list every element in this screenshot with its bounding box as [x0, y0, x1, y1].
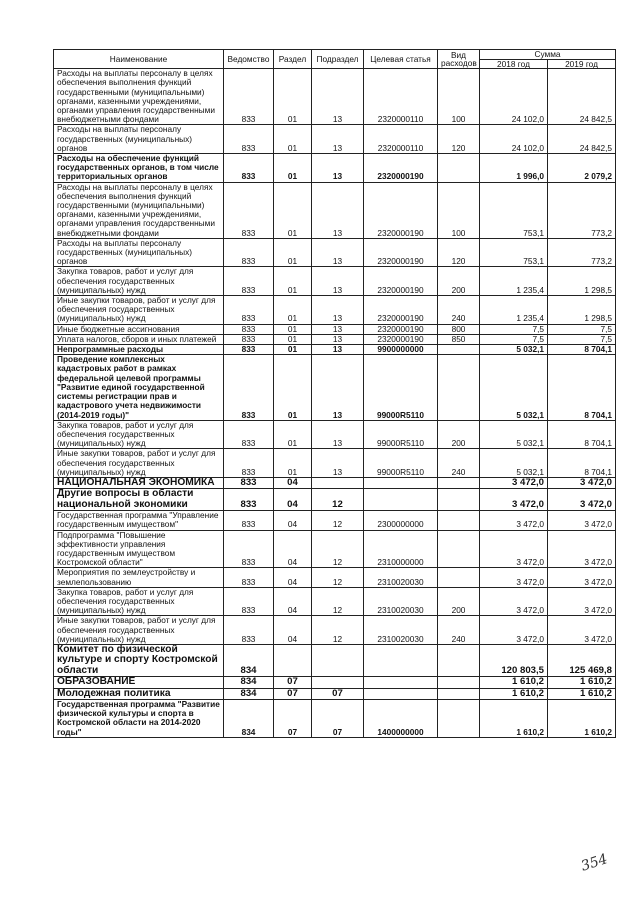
cell-type: 120	[438, 238, 480, 267]
cell-y2018: 7,5	[480, 324, 548, 334]
cell-target: 2300000000	[364, 511, 438, 530]
cell-y2018: 120 803,5	[480, 644, 548, 676]
cell-type: 240	[438, 616, 480, 645]
cell-y2018: 5 032,1	[480, 355, 548, 420]
cell-sub: 13	[312, 296, 364, 325]
cell-name: Молодежная политика	[54, 688, 224, 699]
cell-target: 2310020030	[364, 616, 438, 645]
header-sum: Сумма	[480, 50, 616, 60]
cell-name: Непрограммные расходы	[54, 345, 224, 355]
cell-type: 100	[438, 69, 480, 125]
cell-dept: 834	[224, 644, 274, 676]
cell-target: 2320000190	[364, 154, 438, 183]
cell-y2019: 3 472,0	[548, 616, 616, 645]
cell-sec: 04	[274, 530, 312, 568]
cell-name: Государственная программа "Развитие физической культуры и спорта в Костромской области на 2014-2020 годы"	[54, 700, 224, 738]
cell-name: Закупка товаров, работ и услуг для обеспечения государственных (муниципальных) нужд	[54, 587, 224, 616]
cell-y2018: 24 102,0	[480, 125, 548, 154]
table-row	[54, 616, 616, 645]
cell-target	[364, 477, 438, 488]
cell-y2019: 1 610,2	[548, 677, 616, 688]
cell-target: 99000R5110	[364, 355, 438, 420]
cell-y2019: 8 704,1	[548, 449, 616, 478]
cell-dept: 833	[224, 238, 274, 267]
cell-dept: 833	[224, 511, 274, 530]
cell-target: 1400000000	[364, 700, 438, 738]
cell-dept: 834	[224, 688, 274, 699]
cell-sec: 01	[274, 355, 312, 420]
cell-dept: 833	[224, 125, 274, 154]
cell-y2019: 8 704,1	[548, 345, 616, 355]
cell-y2018: 1 235,4	[480, 267, 548, 296]
cell-y2019: 24 842,5	[548, 69, 616, 125]
cell-target	[364, 677, 438, 688]
header-section: Раздел	[274, 50, 312, 69]
cell-sec: 01	[274, 125, 312, 154]
cell-target: 2310020030	[364, 568, 438, 587]
cell-name: Мероприятия по землеустройству и землепользованию	[54, 568, 224, 587]
cell-dept: 833	[224, 296, 274, 325]
cell-y2018: 1 996,0	[480, 154, 548, 183]
cell-target: 9900000000	[364, 345, 438, 355]
table-row	[54, 238, 616, 267]
cell-target: 99000R5110	[364, 420, 438, 449]
cell-dept: 833	[224, 489, 274, 511]
cell-y2019: 1 610,2	[548, 700, 616, 738]
header-type: Вид расходов	[438, 50, 480, 69]
cell-y2019: 3 472,0	[548, 489, 616, 511]
cell-sec: 04	[274, 477, 312, 488]
cell-sec: 01	[274, 267, 312, 296]
table-body	[54, 69, 616, 738]
cell-y2019: 3 472,0	[548, 477, 616, 488]
cell-y2018: 1 610,2	[480, 688, 548, 699]
cell-sub	[312, 477, 364, 488]
header-name: Наименование	[54, 50, 224, 69]
cell-dept: 833	[224, 182, 274, 238]
cell-y2019: 3 472,0	[548, 530, 616, 568]
cell-sec: 01	[274, 154, 312, 183]
cell-type: 100	[438, 182, 480, 238]
cell-dept: 833	[224, 616, 274, 645]
cell-target: 99000R5110	[364, 449, 438, 478]
cell-y2018: 3 472,0	[480, 616, 548, 645]
cell-dept: 833	[224, 477, 274, 488]
cell-type: 240	[438, 449, 480, 478]
cell-sub: 13	[312, 69, 364, 125]
cell-y2018: 5 032,1	[480, 420, 548, 449]
cell-name: Проведение комплексных кадастровых работ в рамках федеральной целевой программы "Развитие единой государственной системы регистрации прав и кадастрового учета недвижимости (2014-2019 годы)"	[54, 355, 224, 420]
cell-type	[438, 644, 480, 676]
cell-target: 2320000190	[364, 238, 438, 267]
cell-sub: 12	[312, 568, 364, 587]
cell-name: Расходы на выплаты персоналу в целях обеспечения выполнения функций государственными (муниципальными) органами, казенными учреждениями, органами управления государственными внебюджетными фондами	[54, 182, 224, 238]
cell-sec: 01	[274, 296, 312, 325]
cell-sub: 13	[312, 334, 364, 344]
cell-type	[438, 489, 480, 511]
header-target: Целевая статья	[364, 50, 438, 69]
cell-sub: 12	[312, 489, 364, 511]
cell-sub: 13	[312, 324, 364, 334]
cell-dept: 833	[224, 334, 274, 344]
cell-y2018: 753,1	[480, 182, 548, 238]
cell-name: Иные закупки товаров, работ и услуг для обеспечения государственных (муниципальных) нужд	[54, 296, 224, 325]
cell-dept: 833	[224, 267, 274, 296]
table-row	[54, 345, 616, 355]
cell-name: НАЦИОНАЛЬНАЯ ЭКОНОМИКА	[54, 477, 224, 488]
table-row	[54, 644, 616, 676]
cell-name: Иные закупки товаров, работ и услуг для обеспечения государственных (муниципальных) нужд	[54, 449, 224, 478]
cell-y2018: 1 235,4	[480, 296, 548, 325]
cell-dept: 833	[224, 69, 274, 125]
cell-target: 2320000190	[364, 182, 438, 238]
cell-name: Уплата налогов, сборов и иных платежей	[54, 334, 224, 344]
cell-sec: 07	[274, 700, 312, 738]
cell-sec: 04	[274, 511, 312, 530]
cell-y2019: 3 472,0	[548, 568, 616, 587]
cell-sec	[274, 644, 312, 676]
cell-type: 200	[438, 587, 480, 616]
cell-y2019: 8 704,1	[548, 420, 616, 449]
cell-type	[438, 677, 480, 688]
cell-type	[438, 688, 480, 699]
cell-dept: 833	[224, 154, 274, 183]
table-row	[54, 69, 616, 125]
cell-sub	[312, 677, 364, 688]
cell-y2019: 7,5	[548, 334, 616, 344]
table-row	[54, 449, 616, 478]
cell-sub: 07	[312, 688, 364, 699]
cell-name: Другие вопросы в области национальной экономики	[54, 489, 224, 511]
cell-sec: 04	[274, 587, 312, 616]
cell-name: Расходы на выплаты персоналу государственных (муниципальных) органов	[54, 238, 224, 267]
cell-sec: 01	[274, 449, 312, 478]
cell-target: 2320000190	[364, 324, 438, 334]
cell-sub	[312, 644, 364, 676]
cell-sub: 12	[312, 616, 364, 645]
table-row	[54, 530, 616, 568]
cell-type: 800	[438, 324, 480, 334]
cell-y2018: 3 472,0	[480, 568, 548, 587]
cell-target: 2320000190	[364, 334, 438, 344]
cell-target	[364, 489, 438, 511]
cell-name: Расходы на выплаты персоналу в целях обеспечения выполнения функций государственными (муниципальными) органами, казенными учреждениями, органами управления государственными внебюджетными фондами	[54, 69, 224, 125]
cell-y2018: 24 102,0	[480, 69, 548, 125]
cell-y2018: 3 472,0	[480, 587, 548, 616]
cell-type	[438, 530, 480, 568]
table-row	[54, 688, 616, 699]
cell-sec: 04	[274, 489, 312, 511]
cell-y2019: 3 472,0	[548, 587, 616, 616]
table-row	[54, 700, 616, 738]
cell-sub: 12	[312, 530, 364, 568]
table-row	[54, 182, 616, 238]
table-row	[54, 334, 616, 344]
table-row	[54, 489, 616, 511]
cell-sec: 01	[274, 345, 312, 355]
cell-sub: 12	[312, 511, 364, 530]
cell-y2018: 3 472,0	[480, 477, 548, 488]
cell-name: Государственная программа "Управление государственным имуществом"	[54, 511, 224, 530]
cell-name: Закупка товаров, работ и услуг для обеспечения государственных (муниципальных) нужд	[54, 267, 224, 296]
cell-name: ОБРАЗОВАНИЕ	[54, 677, 224, 688]
cell-type: 120	[438, 125, 480, 154]
table-row	[54, 267, 616, 296]
cell-name: Иные бюджетные ассигнования	[54, 324, 224, 334]
cell-target: 2310020030	[364, 587, 438, 616]
cell-dept: 834	[224, 700, 274, 738]
cell-sub: 13	[312, 154, 364, 183]
table-row	[54, 511, 616, 530]
cell-sub: 13	[312, 449, 364, 478]
cell-name: Комитет по физической культуре и спорту Костромской области	[54, 644, 224, 676]
header-dept: Ведомство	[224, 50, 274, 69]
cell-name: Подпрограмма "Повышение эффективности управления государственным имуществом Костромской области"	[54, 530, 224, 568]
cell-type	[438, 355, 480, 420]
cell-y2018: 7,5	[480, 334, 548, 344]
table-row	[54, 587, 616, 616]
table-row	[54, 296, 616, 325]
cell-sec: 01	[274, 420, 312, 449]
cell-sub: 12	[312, 587, 364, 616]
table-row	[54, 324, 616, 334]
cell-y2019: 8 704,1	[548, 355, 616, 420]
cell-dept: 833	[224, 568, 274, 587]
table-row	[54, 568, 616, 587]
cell-sub: 13	[312, 125, 364, 154]
cell-target: 2320000190	[364, 267, 438, 296]
cell-y2018: 3 472,0	[480, 489, 548, 511]
table-row	[54, 355, 616, 420]
table-row	[54, 420, 616, 449]
cell-sec: 01	[274, 69, 312, 125]
cell-type	[438, 511, 480, 530]
cell-y2018: 3 472,0	[480, 530, 548, 568]
cell-y2018: 5 032,1	[480, 449, 548, 478]
cell-y2018: 3 472,0	[480, 511, 548, 530]
table-row	[54, 125, 616, 154]
cell-sub: 13	[312, 345, 364, 355]
header-2019: 2019 год	[548, 59, 616, 69]
cell-y2018: 1 610,2	[480, 677, 548, 688]
cell-type: 200	[438, 420, 480, 449]
cell-y2019: 1 610,2	[548, 688, 616, 699]
cell-sub: 13	[312, 267, 364, 296]
cell-y2019: 773,2	[548, 182, 616, 238]
cell-y2018: 5 032,1	[480, 345, 548, 355]
cell-dept: 833	[224, 324, 274, 334]
cell-sub: 13	[312, 182, 364, 238]
cell-target	[364, 688, 438, 699]
cell-y2019: 24 842,5	[548, 125, 616, 154]
header-2018: 2018 год	[480, 59, 548, 69]
cell-type: 240	[438, 296, 480, 325]
cell-type	[438, 345, 480, 355]
cell-dept: 833	[224, 530, 274, 568]
cell-type: 200	[438, 267, 480, 296]
cell-target: 2320000190	[364, 296, 438, 325]
cell-type	[438, 568, 480, 587]
cell-name: Расходы на выплаты персоналу государственных (муниципальных) органов	[54, 125, 224, 154]
table-row	[54, 677, 616, 688]
cell-target: 2310000000	[364, 530, 438, 568]
cell-target: 2320000110	[364, 69, 438, 125]
cell-dept: 834	[224, 677, 274, 688]
cell-y2018: 1 610,2	[480, 700, 548, 738]
cell-type: 850	[438, 334, 480, 344]
cell-sec: 01	[274, 324, 312, 334]
cell-name: Иные закупки товаров, работ и услуг для обеспечения государственных (муниципальных) нужд	[54, 616, 224, 645]
cell-y2019: 773,2	[548, 238, 616, 267]
cell-target	[364, 644, 438, 676]
cell-type	[438, 477, 480, 488]
cell-dept: 833	[224, 420, 274, 449]
cell-sub: 13	[312, 355, 364, 420]
cell-sec: 04	[274, 616, 312, 645]
cell-type	[438, 700, 480, 738]
cell-sec: 07	[274, 688, 312, 699]
cell-dept: 833	[224, 587, 274, 616]
header-subsection: Подраздел	[312, 50, 364, 69]
cell-y2019: 2 079,2	[548, 154, 616, 183]
header-row-1	[54, 50, 616, 60]
table-row	[54, 154, 616, 183]
cell-y2019: 1 298,5	[548, 296, 616, 325]
cell-sec: 01	[274, 238, 312, 267]
cell-sub: 13	[312, 420, 364, 449]
cell-sec: 01	[274, 334, 312, 344]
cell-y2019: 125 469,8	[548, 644, 616, 676]
cell-sub: 13	[312, 238, 364, 267]
page-number: 354	[579, 851, 610, 875]
cell-dept: 833	[224, 355, 274, 420]
cell-y2019: 3 472,0	[548, 511, 616, 530]
cell-y2019: 7,5	[548, 324, 616, 334]
cell-name: Закупка товаров, работ и услуг для обеспечения государственных (муниципальных) нужд	[54, 420, 224, 449]
cell-dept: 833	[224, 449, 274, 478]
cell-type	[438, 154, 480, 183]
cell-y2019: 1 298,5	[548, 267, 616, 296]
cell-sec: 07	[274, 677, 312, 688]
cell-target: 2320000110	[364, 125, 438, 154]
budget-table	[53, 49, 616, 738]
cell-sec: 04	[274, 568, 312, 587]
cell-y2018: 753,1	[480, 238, 548, 267]
cell-sec: 01	[274, 182, 312, 238]
cell-sub: 07	[312, 700, 364, 738]
cell-dept: 833	[224, 345, 274, 355]
cell-name: Расходы на обеспечение функций государственных органов, в том числе территориальных органов	[54, 154, 224, 183]
